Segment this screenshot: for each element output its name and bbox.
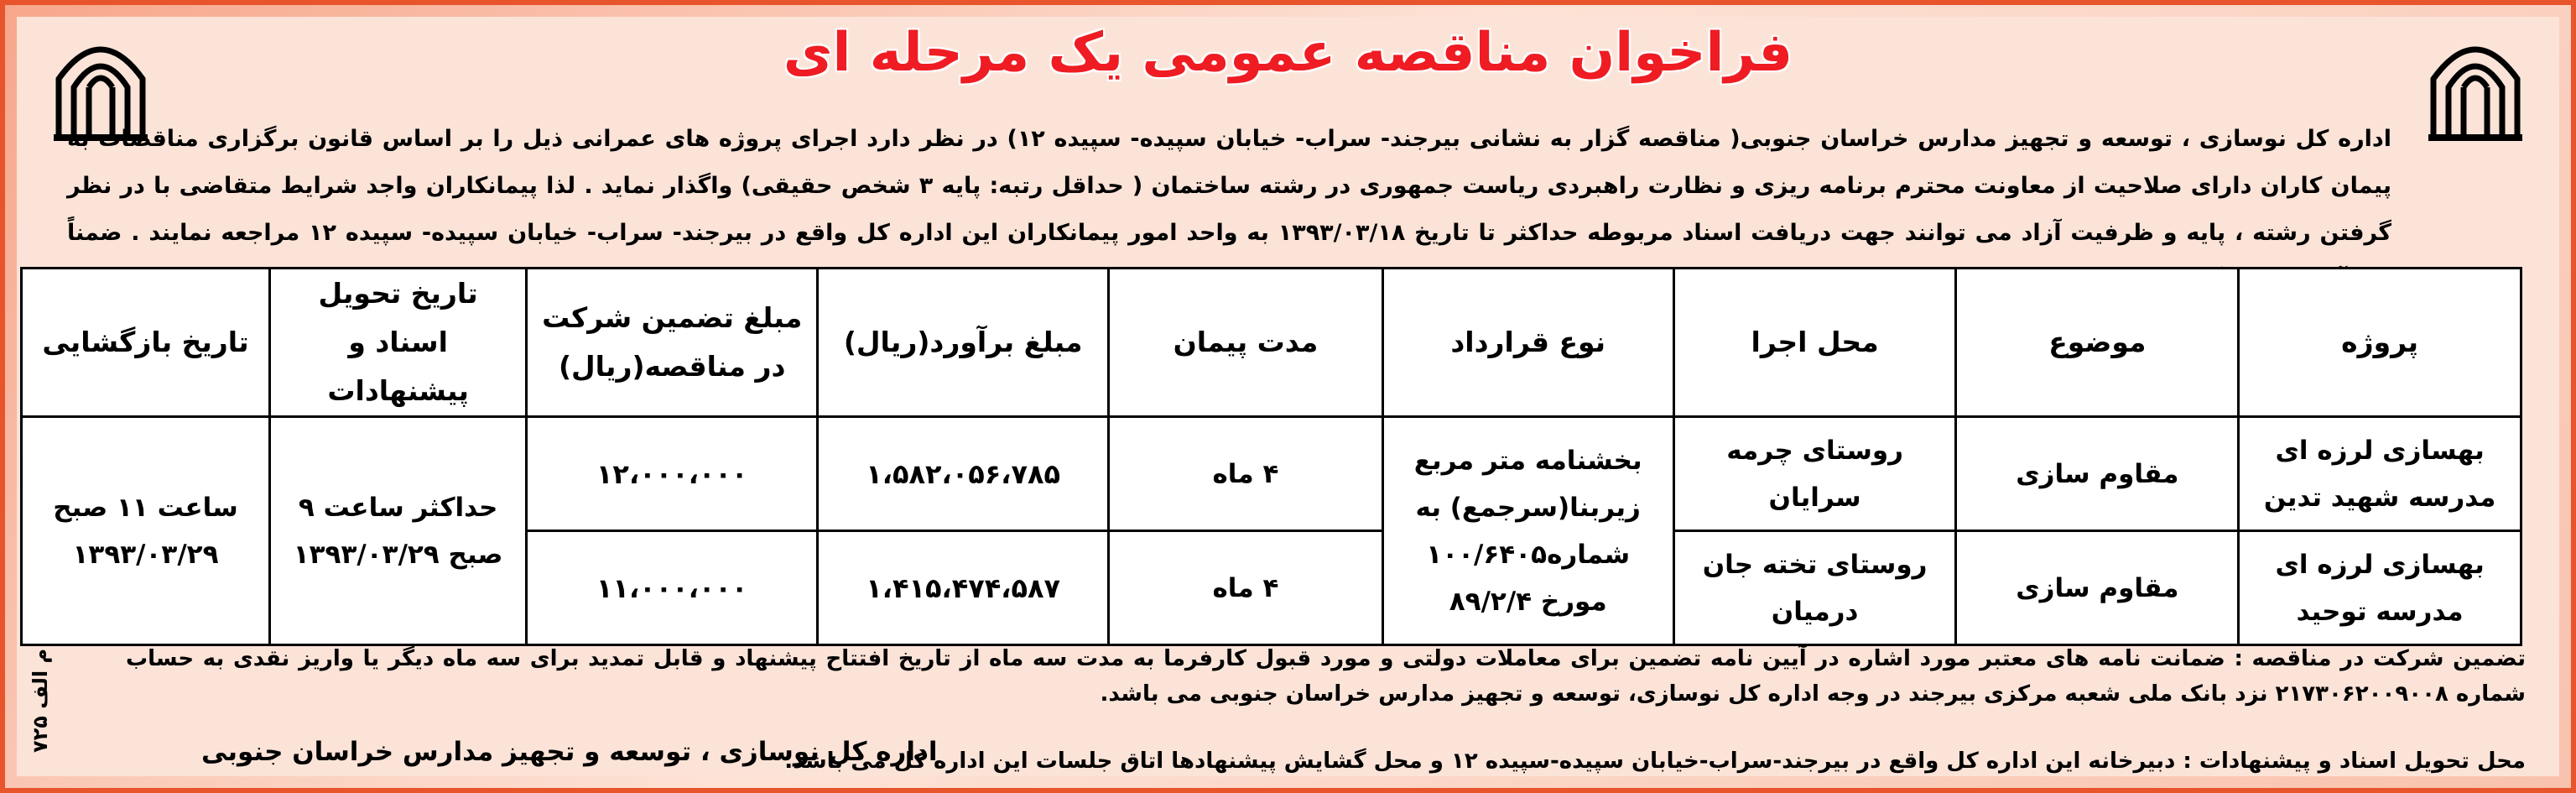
header-subject: موضوع xyxy=(1956,269,2239,417)
cell-delivery-date: حداکثر ساعت ۹ صبح ۱۳۹۳/۰۳/۲۹ xyxy=(270,417,527,645)
cell-guarantee: ۱۱،۰۰۰،۰۰۰ xyxy=(527,531,818,645)
cell-guarantee: ۱۲،۰۰۰،۰۰۰ xyxy=(527,417,818,531)
announcement-body xyxy=(17,17,2559,776)
cell-location: روستای چرمه سرایان xyxy=(1673,417,1956,531)
delivery-note: محل تحویل اسناد و پیشنهادات : دبیرخانه این اداره کل واقع در بیرجند-سراب-خیابان سپیده-سپیده ۱۲ و محل گشایش پیشنهادها اتاق جلسات این اداره کل می باشد. xyxy=(784,749,2526,774)
cell-duration: ۴ ماه xyxy=(1109,531,1383,645)
cell-project: بهسازی لرزه ای مدرسه شهید تدین xyxy=(2239,417,2521,531)
header-duration: مدت پیمان xyxy=(1109,269,1383,417)
header-location: محل اجرا xyxy=(1673,269,1956,417)
table-row xyxy=(22,417,2521,531)
guarantee-note: تضمین شرکت در مناقصه : ضمانت نامه های معتبر مورد اشاره در آیین نامه تضمین برای معاملات دولتی و مورد قبول کارفرما به مدت سه ماه از تاریخ افتتاح پیشنهاد و قابل تمدید برای سه ماه دیگر یا واریز نقدی به حساب شماره ۲۱۷۳۰۶۲۰۰۹۰۰۸ نزد بانک ملی شعبه مرکزی بیرجند در وجه اداره کل نوسازی، توسعه و تجهیز مدارس خراسان جنوبی می باشد. xyxy=(126,646,2526,707)
signature: اداره کل نوسازی ، توسعه و تجهیز مدارس خراسان جنوبی xyxy=(201,737,938,767)
cell-subject: مقاوم سازی xyxy=(1956,417,2239,531)
header-delivery-date: تاریخ تحویل اسناد و پیشنهادات xyxy=(270,269,527,417)
cell-contract-type: بخشنامه متر مربع زیربنا(سرجمع) به شماره۱۰۰/۶۴۰۵ مورخ ۸۹/۲/۴ xyxy=(1382,417,1673,645)
header-estimate: مبلغ برآورد(ریال) xyxy=(818,269,1109,417)
tender-table xyxy=(20,267,2522,646)
cell-duration: ۴ ماه xyxy=(1109,417,1383,531)
header-opening-date: تاریخ بازگشایی xyxy=(22,269,270,417)
side-code: م الف ۷۲۵ xyxy=(29,648,52,754)
header-guarantee: مبلغ تضمین شرکت در مناقصه(ریال) xyxy=(527,269,818,417)
table-header-row xyxy=(22,269,2521,417)
header-contract-type: نوع قرارداد xyxy=(1382,269,1673,417)
cell-location: روستای تخته جان درمیان xyxy=(1673,531,1956,645)
cell-estimate: ۱،۴۱۵،۴۷۴،۵۸۷ xyxy=(818,531,1109,645)
cell-opening-date: ساعت ۱۱ صبح ۱۳۹۳/۰۳/۲۹ xyxy=(22,417,270,645)
cell-subject: مقاوم سازی xyxy=(1956,531,2239,645)
announcement-title: فراخوان مناقصه عمومی یک مرحله ای xyxy=(783,22,1793,84)
intro-paragraph: اداره کل نوسازی ، توسعه و تجهیز مدارس خراسان جنوبی( مناقصه گزار به نشانی بیرجند- سراب- خیابان سپیده- سپیده ۱۲) در نظر دارد اجرای پروژه های عمرانی ذیل را بر اساس قانون برگزاری مناقصات به پیمان کاران دارای صلاحیت از معاونت محترم برنامه ریزی و نظارت راهبردی ریاست جمهوری در رشته ساختمان ( حداقل رتبه: پایه ۳ شخص حقیقی) واگذار نماید . لذا پیمانکاران واجد شرایط متقاضی با در نظر گرفتن رشته ، پایه و ظرفیت آزاد می توانند جهت دریافت اسناد مربوطه حداکثر تا تاریخ ۱۳۹۳/۰۳/۱۸ به واحد امور پیمانکاران این اداره کل واقع در بیرجند- سراب- خیابان سپیده- سپیده ۱۲ مراجعه نمایند . ضمناً xyxy=(67,126,2391,246)
cell-project: بهسازی لرزه ای مدرسه توحید xyxy=(2239,531,2521,645)
header-project: پروژه xyxy=(2239,269,2521,417)
cell-estimate: ۱،۵۸۲،۰۵۶،۷۸۵ xyxy=(818,417,1109,531)
